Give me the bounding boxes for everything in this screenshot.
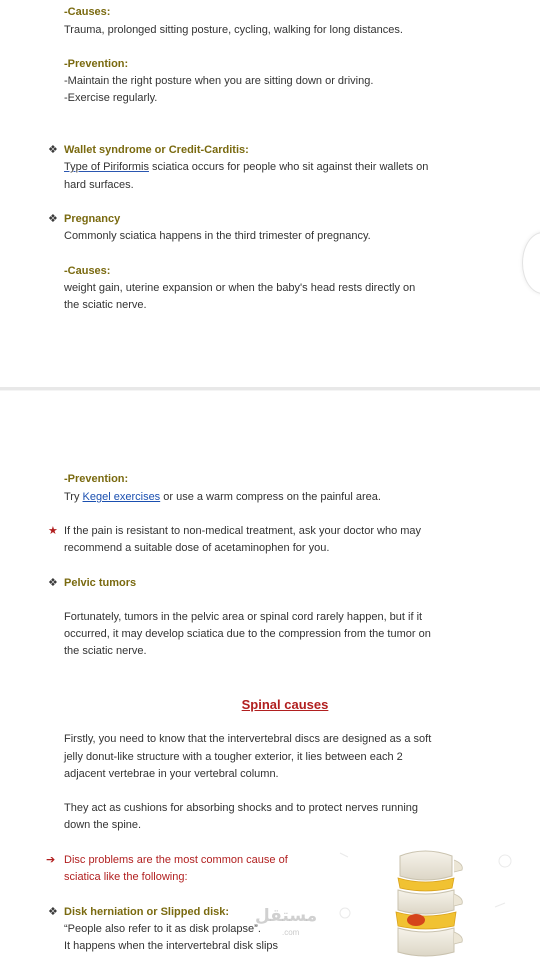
spinal-p1-line-2: jelly donut-like structure with a tougher exterior, it lies between each 2 [64, 751, 403, 763]
pregnancy-heading: Pregnancy [64, 213, 121, 225]
pelvic-line-1: Fortunately, tumors in the pelvic area or spinal cord rarely happen, but if it [64, 611, 423, 623]
herniation-line-1: “People also refer to it as disk prolapse”. [64, 923, 261, 935]
star-bullet-icon: ★ [48, 525, 58, 537]
diamond-bullet-icon: ❖ [48, 577, 58, 589]
prevention2-heading: -Prevention: [64, 473, 129, 485]
herniation-heading: Disk herniation or Slipped disk: [64, 906, 230, 918]
prevention-heading: -Prevention: [64, 58, 129, 70]
prevention2-pre: Try [64, 491, 83, 503]
causes2-heading: -Causes: [64, 265, 111, 277]
wallet-heading: Wallet syndrome or Credit-Carditis: [64, 144, 249, 156]
spinal-causes-title: Spinal causes [241, 697, 329, 712]
disc-line-1: Disc problems are the most common cause of [64, 854, 288, 866]
prevention2-post: or use a warm compress on the painful area. [160, 491, 381, 503]
prevention2-text [64, 489, 381, 507]
spinal-p2-line-1: They act as cushions for absorbing shocks and to protect nerves running [64, 802, 419, 814]
causes-text: Trauma, prolonged sitting posture, cycling, walking for long distances. [64, 24, 403, 36]
disc-line-2: sciatica like the following: [64, 871, 188, 883]
star-note-line-2: recommend a suitable dose of acetaminophen for you. [64, 542, 330, 554]
spine-illustration [380, 848, 470, 960]
watermark: مستقل [255, 906, 318, 926]
diamond-bullet-icon: ❖ [48, 144, 58, 156]
diamond-bullet-icon: ❖ [48, 906, 58, 918]
spinal-p2-line-2: down the spine. [64, 819, 142, 831]
page-curl[interactable] [522, 232, 540, 294]
watermark-sub: .com [282, 928, 300, 937]
piriformis-term: Type of Piriformis [64, 161, 149, 173]
spinal-p1-line-3: adjacent vertebrae in your vertebral column. [64, 768, 279, 780]
causes2-line-2: the sciatic nerve. [64, 299, 147, 311]
pregnancy-text: Commonly sciatica happens in the third trimester of pregnancy. [64, 230, 371, 242]
kegel-exercises-link[interactable]: Kegel exercises [82, 491, 161, 503]
star-note-line-1: If the pain is resistant to non-medical treatment, ask your doctor who may [64, 525, 422, 537]
causes2-line-1: weight gain, uterine expansion or when the baby's head rests directly on [64, 282, 416, 294]
prevention-line-1: -Maintain the right posture when you are sitting down or driving. [64, 75, 374, 87]
diamond-bullet-icon: ❖ [48, 213, 58, 225]
wallet-line-2: hard surfaces. [64, 179, 134, 191]
pelvic-line-2: occurred, it may develop sciatica due to the compression from the tumor on [64, 628, 431, 640]
pelvic-line-3: the sciatic nerve. [64, 645, 147, 657]
wallet-line-1-rest: sciatica occurs for people who sit against their wallets on [148, 161, 429, 173]
arrow-bullet-icon: ➔ [46, 854, 56, 866]
causes-heading: -Causes: [64, 6, 111, 18]
herniation-line-2: It happens when the intervertebral disk slips [64, 940, 279, 952]
spinal-p1-line-1: Firstly, you need to know that the intervertebral discs are designed as a soft [64, 733, 432, 745]
prevention-line-2: -Exercise regularly. [64, 92, 158, 104]
wallet-line-1 [64, 159, 428, 177]
page-separator-shadow [0, 390, 540, 391]
pelvic-heading: Pelvic tumors [64, 577, 137, 589]
